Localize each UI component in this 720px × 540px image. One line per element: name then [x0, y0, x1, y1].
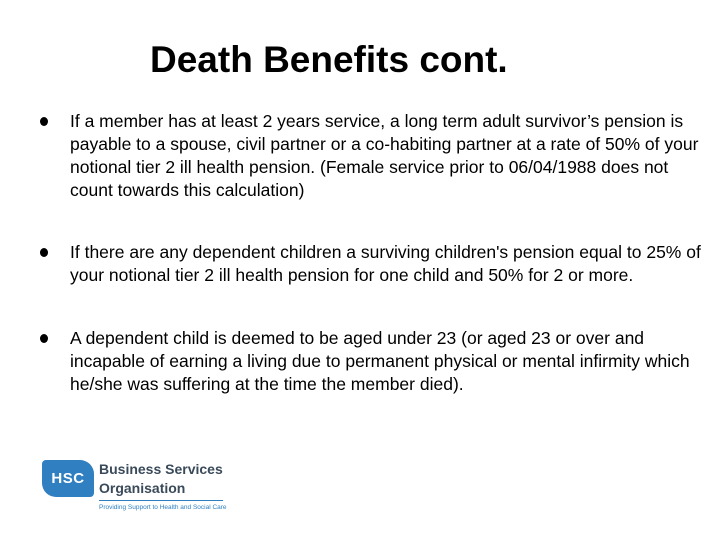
logo-tagline: Providing Support to Health and Social Care — [99, 504, 227, 511]
bullet-item — [40, 110, 710, 202]
logo-name-line1: Business Services — [99, 461, 223, 477]
bullet-dot-icon — [40, 334, 48, 343]
bullet-item — [40, 327, 710, 396]
hsc-bso-logo — [42, 460, 232, 520]
logo-rule — [99, 500, 223, 501]
bullet-item — [40, 241, 710, 287]
slide-title: Death Benefits cont. — [150, 39, 508, 80]
bullet-dot-icon — [40, 248, 48, 257]
bullet-text: If a member has at least 2 years service, a long term adult survivor’s pension is payable to a spouse, civil partner or a co-habiting partner at a rate of 50% of your notional tier 2 ill health pension. (Female service prior to 06/04/1988 does not count towards this calculation) — [70, 111, 699, 200]
logo-badge-text: HSC — [51, 470, 85, 487]
logo-name-line2: Organisation — [99, 480, 186, 496]
bullet-text: A dependent child is deemed to be aged under 23 (or aged 23 or over and incapable of earning a living due to permanent physical or mental infirmity which he/she was suffering at the time the member died). — [70, 328, 690, 394]
bullet-list — [40, 110, 710, 396]
bullet-dot-icon — [40, 117, 48, 126]
bullet-text: If there are any dependent children a surviving children's pension equal to 25% of your notional tier 2 ill health pension for one child and 50% for 2 or more. — [70, 242, 701, 285]
